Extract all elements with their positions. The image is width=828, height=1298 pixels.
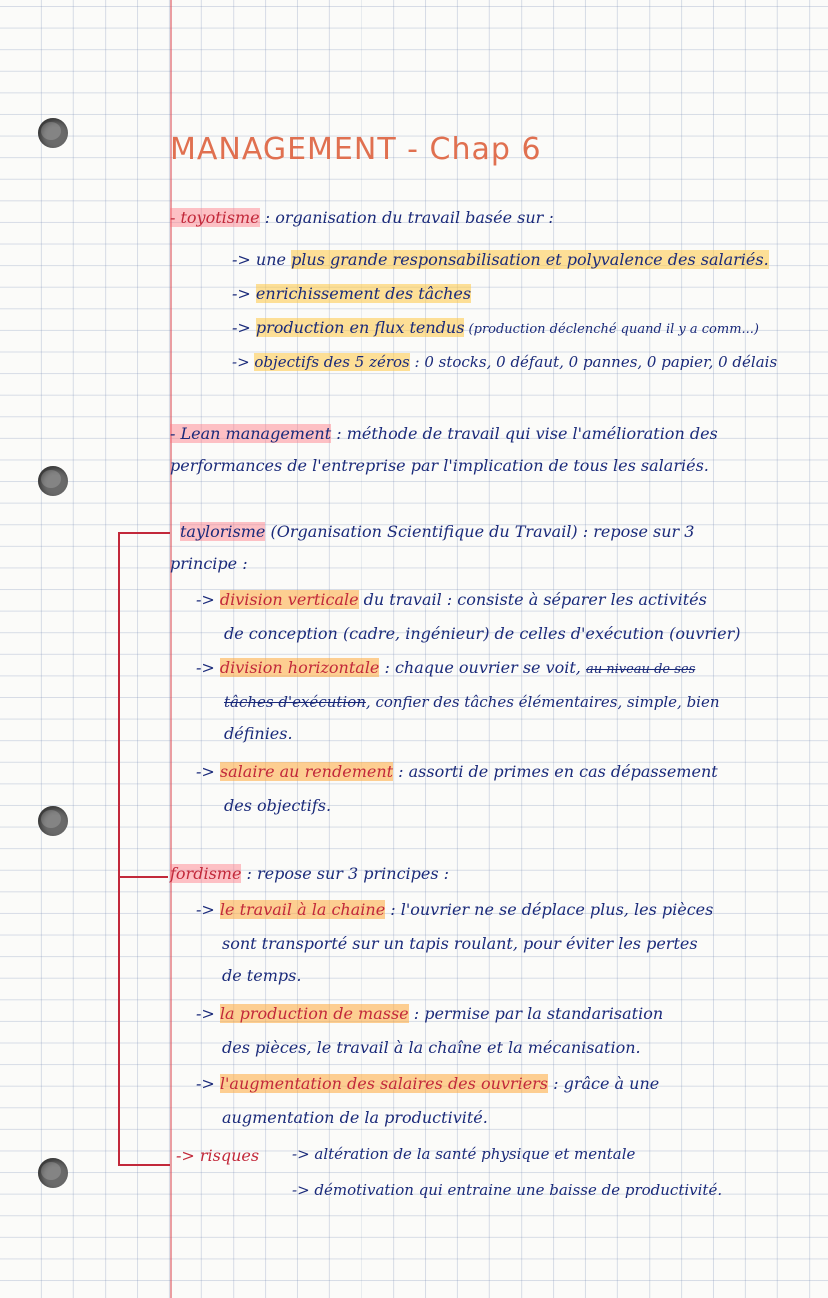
taylorisme-line: principe : — [170, 554, 248, 573]
highlight: le travail à la chaine — [219, 900, 386, 919]
section-bracket — [118, 532, 170, 1166]
toyotisme-term: - toyotisme — [170, 208, 260, 227]
punch-hole — [38, 806, 68, 836]
taylorisme-heading — [180, 522, 694, 542]
taylorisme-line: des objectifs. — [224, 796, 332, 815]
margin-line — [170, 0, 172, 1298]
toyotisme-item: -> objectifs des 5 zéros : 0 stocks, 0 défaut, 0 pannes, 0 papier, 0 délais — [232, 353, 778, 371]
lean-definition: : méthode de travail qui vise l'amélioration des — [331, 424, 718, 443]
taylorisme-definition: (Organisation Scientifique du Travail) : repose sur 3 — [265, 522, 695, 541]
fordisme-definition: : repose sur 3 principes : — [241, 864, 450, 883]
highlight: objectifs des 5 zéros — [254, 353, 410, 371]
highlight: enrichissement des tâches — [255, 284, 472, 303]
punch-hole — [38, 466, 68, 496]
taylorisme-line: de conception (cadre, ingénieur) de celles d'exécution (ouvrier) — [224, 624, 741, 643]
lean-heading — [170, 424, 718, 444]
toyotisme-item: -> enrichissement des tâches — [232, 284, 472, 303]
fordisme-line: augmentation de la productivité. — [222, 1108, 488, 1127]
strikethrough-text: tâches d'exécution — [224, 693, 366, 711]
highlight: plus grande responsabilisation et polyvalence des salariés. — [291, 250, 769, 269]
taylorisme-term: taylorisme — [180, 522, 266, 541]
taylorisme-item: -> division verticale du travail : consiste à séparer les activités — [196, 590, 707, 609]
taylorisme-line: définies. — [224, 724, 293, 743]
page-title: MANAGEMENT - Chap 6 — [170, 132, 542, 167]
highlight: division horizontale — [219, 658, 380, 677]
fordisme-item: -> l'augmentation des salaires des ouvriers : grâce à une — [196, 1074, 660, 1093]
toyotisme-definition: : organisation du travail basée sur : — [259, 208, 554, 227]
highlight: production en flux tendus — [255, 318, 465, 337]
taylorisme-line: tâches d'exécution, confier des tâches élémentaires, simple, bien — [224, 693, 720, 711]
strikethrough-text: au niveau de ses — [585, 662, 696, 677]
fordisme-line: de temps. — [222, 966, 302, 985]
lean-line: performances de l'entreprise par l'implication de tous les salariés. — [170, 456, 709, 475]
highlight: salaire au rendement — [219, 762, 394, 781]
fordisme-term: fordisme — [170, 864, 242, 883]
toyotisme-item: -> une plus grande responsabilisation et polyvalence des salariés. — [232, 250, 769, 269]
fordisme-line: des pièces, le travail à la chaîne et la mécanisation. — [222, 1038, 641, 1057]
toyotisme-heading — [170, 208, 554, 228]
risque-item: -> démotivation qui entraine une baisse de productivité. — [292, 1181, 723, 1199]
punch-hole — [38, 1158, 68, 1188]
fordisme-item: -> la production de masse : permise par la standarisation — [196, 1004, 664, 1023]
fordisme-line: sont transporté sur un tapis roulant, pour éviter les pertes — [222, 934, 698, 953]
risque-item: -> altération de la santé physique et mentale — [292, 1145, 636, 1163]
lean-term: - Lean management — [170, 424, 332, 443]
highlight: l'augmentation des salaires des ouvriers — [219, 1074, 549, 1093]
punch-hole — [38, 118, 68, 148]
bracket-connector — [118, 876, 168, 878]
fordisme-item: -> le travail à la chaine : l'ouvrier ne se déplace plus, les pièces — [196, 900, 714, 919]
fordisme-heading — [170, 864, 449, 884]
taylorisme-item: -> salaire au rendement : assorti de primes en cas dépassement — [196, 762, 718, 781]
taylorisme-item: -> division horizontale : chaque ouvrier se voit, au niveau de ses — [196, 658, 696, 677]
risques-label: -> risques — [176, 1146, 260, 1165]
highlight: division verticale — [219, 590, 359, 609]
highlight: la production de masse — [219, 1004, 409, 1023]
toyotisme-item: -> production en flux tendus (production déclenché quand il y a comm...) — [232, 318, 759, 337]
